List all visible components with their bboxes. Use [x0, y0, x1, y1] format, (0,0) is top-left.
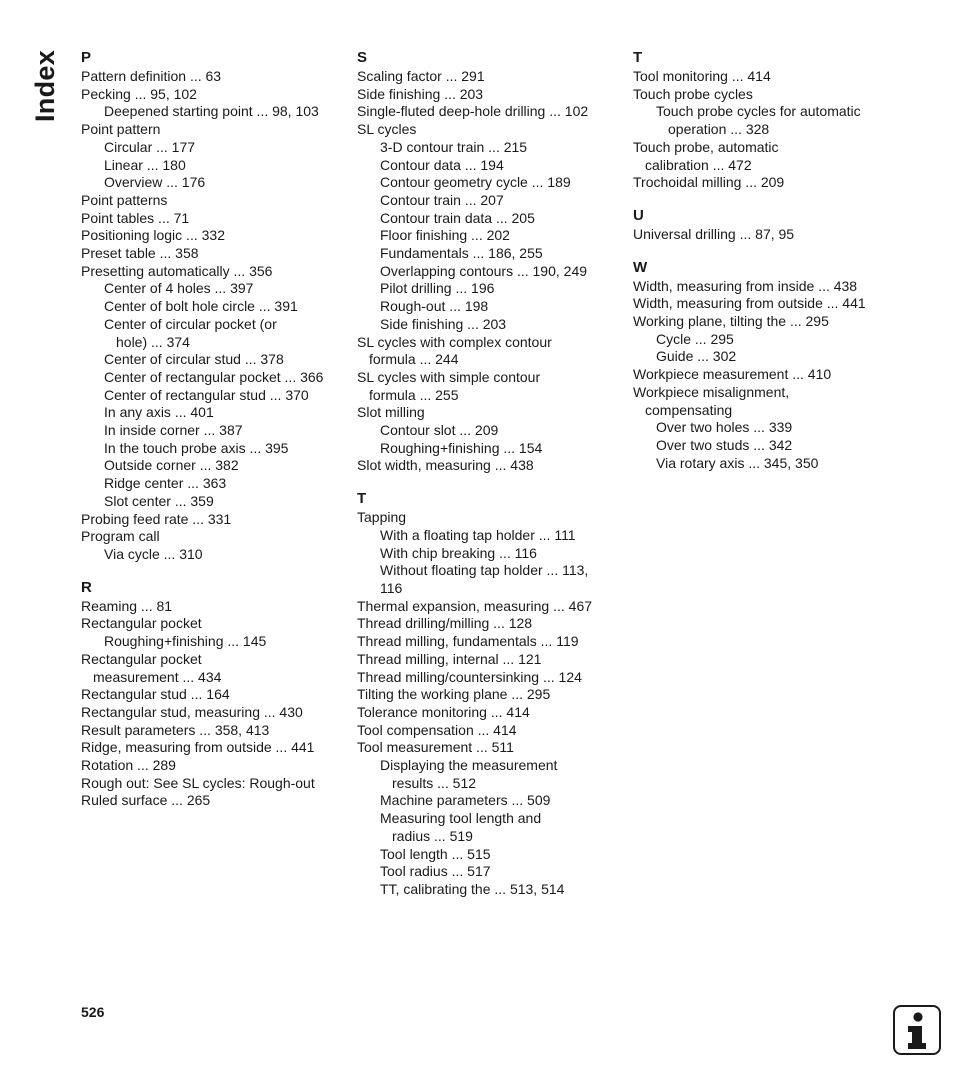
index-subentry: Linear ... 180: [104, 156, 186, 173]
index-entry: Width, measuring from inside ... 438: [633, 277, 858, 294]
side-index-title: [26, 50, 70, 122]
index-entry: Preset table ... 358: [81, 245, 199, 262]
index-subentry: In any axis ... 401: [104, 404, 214, 421]
index-entry: SL cycles with simple contour: [357, 368, 541, 385]
index-entry: Rotation ... 289: [81, 757, 176, 774]
index-entry: Tool compensation ... 414: [357, 721, 517, 738]
index-entry: Touch probe cycles: [633, 85, 753, 102]
index-subentry: Roughing+finishing ... 145: [104, 633, 267, 650]
index-subentry: Over two studs ... 342: [656, 436, 793, 453]
section-letter: S: [357, 49, 368, 66]
index-entry: Ridge, measuring from outside ... 441: [81, 739, 315, 756]
index-subentry: Cycle ... 295: [656, 330, 734, 347]
index-subentry: Center of rectangular pocket ... 366: [104, 368, 324, 385]
index-subentry: Center of 4 holes ... 397: [104, 280, 254, 297]
index-subentry: Overview ... 176: [104, 174, 206, 191]
section-letter: U: [633, 206, 644, 224]
index-entry: Rectangular pocket: [81, 615, 202, 632]
index-entry: Scaling factor ... 291: [357, 68, 485, 84]
index-entry: Universal drilling ... 87, 95: [633, 225, 795, 242]
index-subentry: In the touch probe axis ... 395: [104, 439, 289, 456]
index-subentry: Contour train data ... 205: [380, 209, 535, 226]
index-subentry: Roughing+finishing ... 154: [380, 439, 543, 456]
index-subentry: With a floating tap holder ... 111: [380, 526, 576, 543]
index-entry-continuation: results ... 512: [392, 774, 477, 791]
index-entry: SL cycles with complex contour: [357, 333, 552, 350]
index-entry: Rectangular stud, measuring ... 430: [81, 703, 303, 720]
index-entry: Rough out: See SL cycles: Rough-out: [81, 774, 315, 791]
index-subentry: Contour data ... 194: [380, 156, 504, 173]
index-entry: SL cycles: [357, 121, 417, 138]
index-entry: Point pattern: [81, 121, 161, 138]
index-subentry: Center of bolt hole circle ... 391: [104, 298, 298, 315]
index-entry: Side finishing ... 203: [357, 85, 484, 102]
index-column-3: [633, 48, 903, 472]
index-entry: Thread milling/countersinking ... 124: [357, 668, 582, 685]
index-subentry: With chip breaking ... 116: [380, 544, 537, 561]
index-entry-continuation: formula ... 244: [369, 351, 459, 368]
index-entry-continuation: formula ... 255: [369, 386, 459, 403]
index-subentry: Floor finishing ... 202: [380, 227, 510, 244]
index-entry: Reaming ... 81: [81, 597, 173, 614]
index-subentry: Contour geometry cycle ... 189: [380, 174, 571, 191]
index-subentry: Outside corner ... 382: [104, 457, 239, 474]
index-entry: Program call: [81, 528, 160, 545]
index-entry: Presetting automatically ... 356: [81, 262, 273, 279]
index-entry: Workpiece misalignment,: [633, 383, 790, 400]
index-subentry: Pilot drilling ... 196: [380, 280, 495, 297]
index-subentry: Center of rectangular stud ... 370: [104, 386, 309, 403]
index-subentry: Rough-out ... 198: [380, 298, 489, 315]
index-entry: Tool monitoring ... 414: [633, 68, 771, 84]
index-entry: Thread drilling/milling ... 128: [357, 615, 533, 632]
index-entry: Workpiece measurement ... 410: [633, 366, 832, 383]
index-entry-continuation: measurement ... 434: [93, 668, 222, 685]
index-subentry: Deepened starting point ... 98, 103: [104, 103, 319, 120]
index-subentry: Center of circular stud ... 378: [104, 351, 284, 368]
index-subentry: Contour train ... 207: [380, 191, 504, 208]
index-entry-continuation: hole) ... 374: [116, 333, 190, 350]
section-letter: W: [633, 258, 648, 276]
index-entry: Tilting the working plane ... 295: [357, 686, 551, 703]
index-subentry: Machine parameters ... 509: [380, 792, 551, 809]
index-subentry: 3-D contour train ... 215: [380, 138, 528, 155]
index-entry: Point tables ... 71: [81, 209, 190, 226]
index-entry: Result parameters ... 358, 413: [81, 721, 270, 738]
index-entry: Point patterns: [81, 191, 168, 208]
index-entry: Touch probe, automatic: [633, 138, 779, 155]
index-subentry: Contour slot ... 209: [380, 422, 499, 439]
index-subentry: 116: [380, 579, 403, 596]
section-letter: P: [81, 49, 92, 66]
index-subentry: Slot center ... 359: [104, 492, 214, 509]
index-entry-continuation: radius ... 519: [392, 827, 473, 844]
side-index-title-text: Index: [30, 49, 60, 122]
section-letter: T: [633, 49, 643, 66]
index-entry: Width, measuring from outside ... 441: [633, 295, 866, 312]
index-subentry: Touch probe cycles for automatic: [656, 103, 861, 120]
index-entry: Rectangular stud ... 164: [81, 686, 230, 703]
index-entry: Tool measurement ... 511: [357, 739, 514, 756]
index-entry: Pecking ... 95, 102: [81, 85, 197, 102]
index-subentry: Center of circular pocket (or: [104, 315, 277, 332]
index-entry: Positioning logic ... 332: [81, 227, 225, 244]
index-subentry: Ridge center ... 363: [104, 475, 227, 492]
section-letter: T: [357, 490, 367, 508]
index-entry-continuation: calibration ... 472: [645, 156, 752, 173]
index-entry: Probing feed rate ... 331: [81, 510, 232, 527]
index-entry: Thread milling, fundamentals ... 119: [357, 633, 579, 650]
index-subentry: Guide ... 302: [656, 348, 737, 365]
index-subentry: Displaying the measurement: [380, 757, 558, 774]
index-subentry: In inside corner ... 387: [104, 422, 243, 439]
index-entry: Single-fluted deep-hole drilling ... 102: [357, 103, 589, 120]
index-subentry: Without floating tap holder ... 113,: [380, 562, 589, 579]
index-entry: Trochoidal milling ... 209: [633, 174, 785, 191]
index-subentry: Overlapping contours ... 190, 249: [380, 262, 588, 279]
index-subentry: Measuring tool length and: [380, 810, 542, 827]
index-entry: Pattern definition ... 63: [81, 68, 222, 84]
info-icon-glyph: [895, 1007, 939, 1053]
index-subentry: Via rotary axis ... 345, 350: [656, 454, 819, 471]
index-entry: Thread milling, internal ... 121: [357, 650, 542, 667]
section-letter: R: [81, 578, 92, 596]
index-entry-continuation: operation ... 328: [668, 121, 770, 138]
index-subentry: Tool length ... 515: [380, 845, 491, 862]
index-entry: Working plane, tilting the ... 295: [633, 313, 829, 330]
index-subentry: Over two holes ... 339: [656, 419, 793, 436]
info-icon: [893, 1005, 941, 1055]
index-subentry: Fundamentals ... 186, 255: [380, 245, 543, 262]
index-subentry: Tool radius ... 517: [380, 863, 491, 880]
index-entry: Slot milling: [357, 404, 425, 421]
index-column-1: [81, 48, 351, 810]
index-subentry: Via cycle ... 310: [104, 545, 203, 562]
index-subentry: Side finishing ... 203: [380, 315, 507, 332]
index-entry: Slot width, measuring ... 438: [357, 457, 534, 474]
index-entry: Tolerance monitoring ... 414: [357, 703, 530, 720]
index-entry: Tapping: [357, 509, 407, 526]
index-entry: Thermal expansion, measuring ... 467: [357, 597, 593, 614]
index-column-2: [357, 48, 627, 899]
page-number: 526: [81, 1004, 105, 1020]
index-subentry: TT, calibrating the ... 513, 514: [380, 880, 565, 897]
index-entry: Rectangular pocket: [81, 650, 202, 667]
index-entry: Ruled surface ... 265: [81, 792, 211, 809]
index-entry-continuation: compensating: [645, 401, 733, 418]
index-subentry: Circular ... 177: [104, 138, 196, 155]
